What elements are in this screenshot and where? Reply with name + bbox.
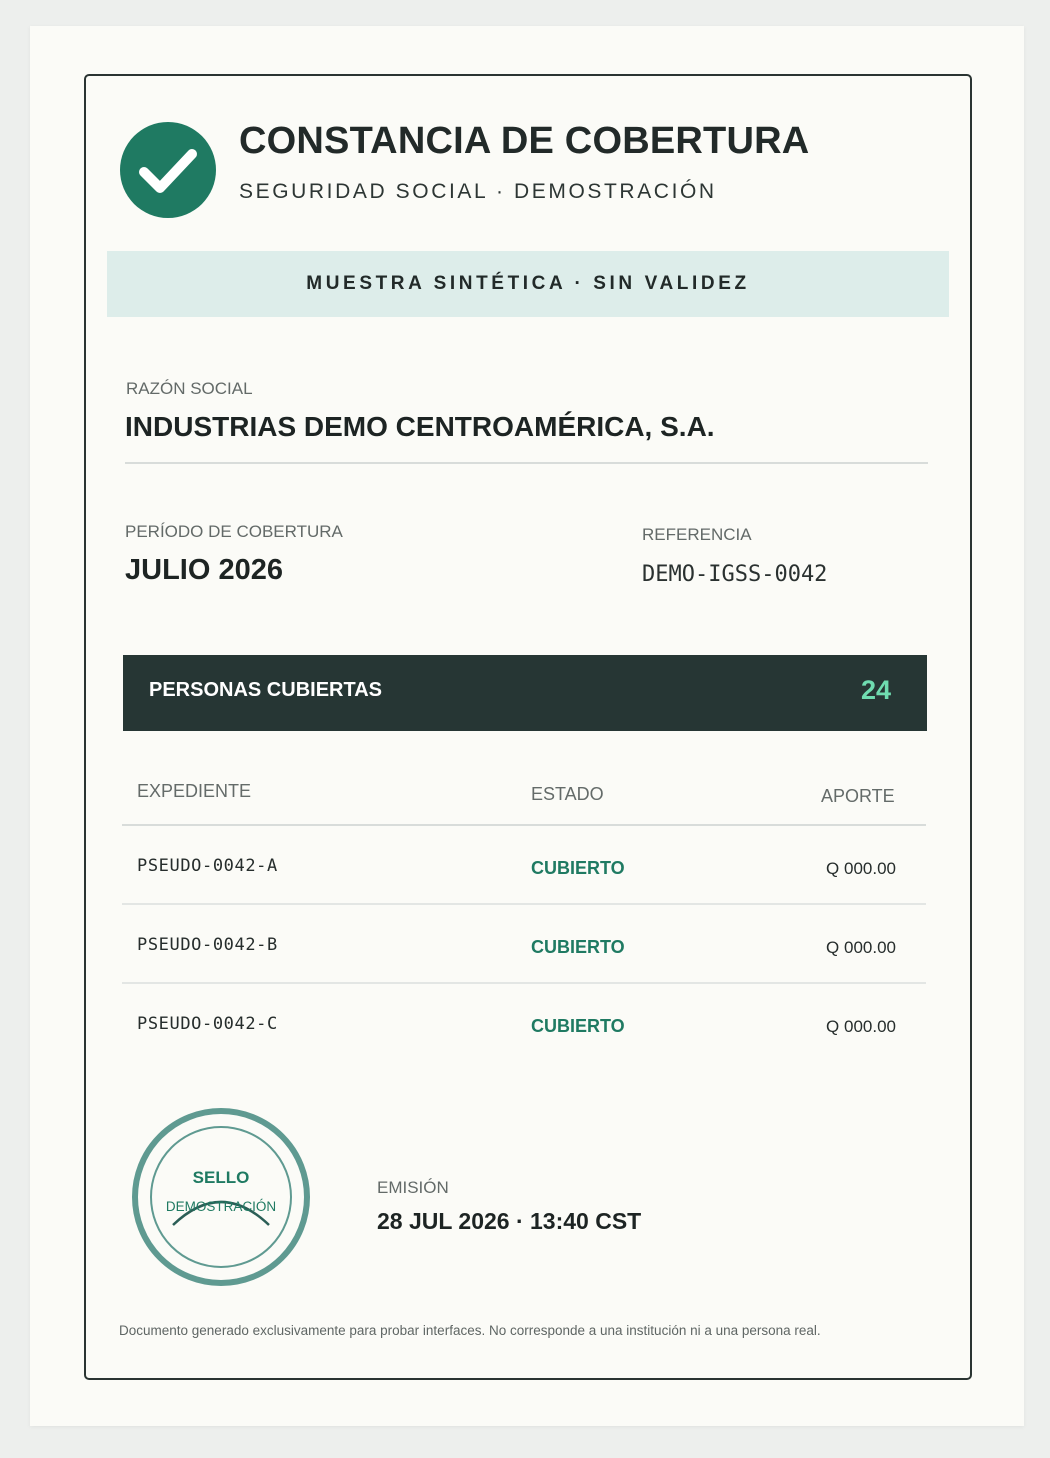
divider (125, 462, 928, 464)
row-expediente: PSEUDO-0042-B (137, 935, 278, 955)
row-amount: Q 000.00 (826, 859, 896, 878)
seal-line2: DEMOSTRACIÓN (165, 1199, 277, 1214)
banner-text: MUESTRA SINTÉTICA · SIN VALIDEZ (306, 273, 750, 294)
period-value: JULIO 2026 (125, 554, 283, 586)
row-expediente: PSEUDO-0042-A (137, 856, 278, 876)
row-expediente: PSEUDO-0042-C (137, 1014, 278, 1034)
document-title: CONSTANCIA DE COBERTURA (239, 120, 810, 162)
emission-value: 28 JUL 2026 · 13:40 CST (377, 1208, 642, 1234)
covered-persons-label: PERSONAS CUBIERTAS (149, 679, 382, 701)
watermark-banner (107, 251, 949, 317)
covered-persons-bar (123, 655, 927, 731)
row-amount: Q 000.00 (826, 938, 896, 957)
check-circle-icon (120, 122, 216, 218)
column-header-estado: ESTADO (531, 784, 604, 804)
reference-label: REFERENCIA (642, 525, 752, 544)
seal-line1: SELLO (192, 1168, 250, 1187)
reference-value: DEMO-IGSS-0042 (642, 562, 828, 587)
row-status: CUBIERTO (531, 1016, 625, 1036)
row-amount: Q 000.00 (826, 1017, 896, 1036)
footnote-disclaimer: Documento generado exclusivamente para probar interfaces. No corresponde a una institución ni a una persona real. (119, 1323, 821, 1338)
seal-stamp (131, 1107, 311, 1287)
table-row (122, 984, 926, 1063)
company-label: RAZÓN SOCIAL (126, 379, 253, 398)
column-header-aporte: APORTE (821, 786, 895, 806)
table-row (122, 826, 926, 905)
row-status: CUBIERTO (531, 858, 625, 878)
table-row (122, 905, 926, 984)
column-header-expediente: EXPEDIENTE (137, 781, 252, 801)
covered-persons-count: 24 (860, 675, 891, 705)
period-label: PERÍODO DE COBERTURA (125, 522, 343, 541)
company-name: INDUSTRIAS DEMO CENTROAMÉRICA, S.A. (125, 411, 715, 442)
row-status: CUBIERTO (531, 937, 625, 957)
emission-label: EMISIÓN (377, 1178, 449, 1197)
document-subtitle: SEGURIDAD SOCIAL · DEMOSTRACIÓN (239, 180, 717, 203)
